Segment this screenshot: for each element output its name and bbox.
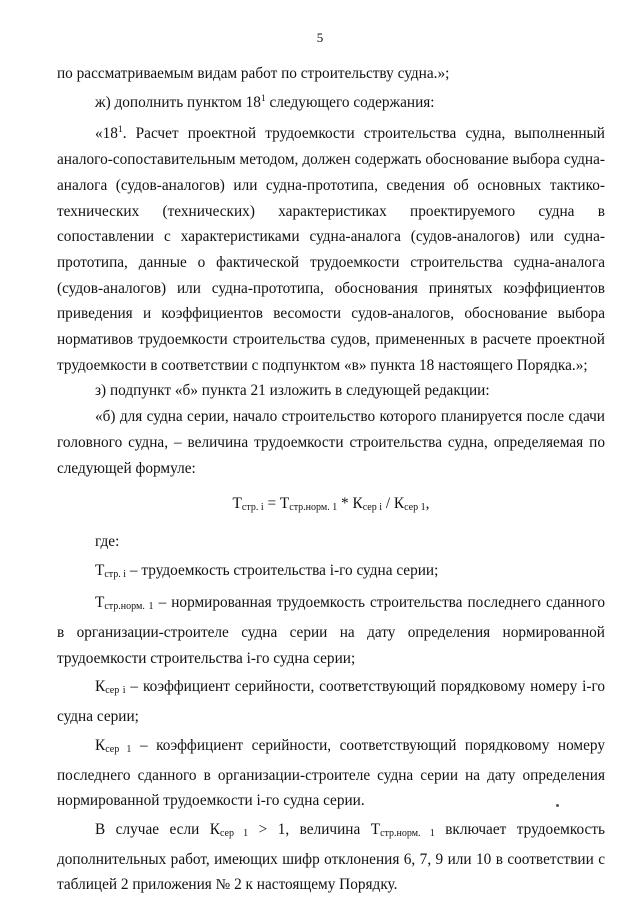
- superscript: 1: [260, 93, 266, 104]
- text-line: где:: [95, 532, 120, 550]
- text-line: з) подпункт «б» пункта 21 изложить в следующей редакции:: [95, 382, 490, 400]
- superscript: 1: [117, 125, 123, 136]
- text-span: ж) дополнить пунктом 18: [95, 93, 261, 111]
- scan-speck: [556, 804, 559, 807]
- formula-subscript: сер 1: [404, 502, 426, 514]
- def-text: – коэффициент серийности, соответствующий порядковому номеру последнего сданного в организации-строителе судна серии на дату определения нормированной трудоемкости i-го судна серии.: [57, 736, 605, 810]
- def-text: – трудоемкость строительства i-го судна серии;: [126, 561, 439, 579]
- formula-part: ,: [425, 495, 430, 513]
- def-symbol: Т: [95, 561, 105, 579]
- text-span: . Расчет проектной трудоемкости строительства судна, выполненный аналого-сопоставительным методом, должен содержать обоснование выбора судна-аналога (судов-аналогов) или судна-прототипа, сведения об основных тактико-технических (технических) характеристиках проектируемого судна в сопоставлении с характеристиками судна-аналога (судов-аналогов) или судна-прототипа, данные о фактической трудоемкости строительства судна-аналога (судов-аналогов) или судна-прототипа, обоснования принятых коэффициентов приведения и коэффициентов весомости судов-аналогов, обоснование выбора нормативов трудоемкости строительства судов, примененных в расчете проектной трудоемкости в соответствии с подпунктом «в» пункта 18 настоящего Порядка.»;: [57, 125, 605, 374]
- text-span: «18: [95, 125, 118, 143]
- text-line: «б) для судна серии, начало строительство которого планируется после сдачи головного судна, – величина трудоемкости строительства судна, определяемая по следующей формуле:: [57, 408, 605, 477]
- where-label: [57, 529, 605, 555]
- text-line: по рассматриваемым видам работ по строительству судна.»;: [57, 65, 450, 82]
- text-span: включает трудоемкость дополнительных работ, имеющих шифр отклонения 6, 7, 9 или 10 в соответствии с таблицей 2 приложения № 2 к настоящему Порядку.: [57, 820, 605, 894]
- definition-t-str-i: [57, 558, 605, 588]
- paragraph-continuation: [57, 61, 605, 87]
- definition-k-ser-i: [57, 674, 605, 729]
- formula-part: = Т: [263, 495, 290, 513]
- def-subscript: сер i: [105, 685, 126, 697]
- paragraph-item-b: [57, 404, 605, 481]
- definition-t-str-norm: [57, 590, 605, 671]
- def-subscript: сер 1: [105, 743, 132, 755]
- def-text: – коэффициент серийности, соответствующий порядковому номеру i-го судна серии;: [57, 678, 605, 726]
- page-number: 5: [316, 30, 324, 45]
- def-symbol: К: [95, 736, 106, 754]
- def-subscript: стр. i: [104, 568, 127, 580]
- text-span: > 1, величина Т: [248, 820, 381, 838]
- paragraph-item-z: [57, 378, 605, 404]
- text-span: следующего содержания:: [265, 93, 435, 111]
- formula-part: / К: [382, 495, 405, 513]
- def-text: – нормированная трудоемкость строительства последнего сданного в организации-строителе судна серии на дату определения нормированной трудоемкости строительства i-го судна серии;: [57, 594, 605, 667]
- definition-k-ser-1: [57, 733, 605, 814]
- subscript: стр.норм. 1: [380, 827, 435, 839]
- def-subscript: стр.норм. 1: [104, 601, 154, 613]
- def-symbol: Т: [95, 594, 105, 612]
- subscript: сер 1: [219, 827, 249, 839]
- formula-part: * К: [337, 495, 363, 513]
- text-span: В случае если К: [95, 820, 220, 838]
- formula-subscript: сер i: [362, 502, 382, 514]
- paragraph-18-1: [57, 118, 605, 378]
- formula-symbol: Т: [232, 495, 242, 513]
- paragraph-final: [57, 817, 605, 898]
- formula-subscript: стр. i: [241, 502, 264, 514]
- paragraph-item-zh: [57, 87, 605, 116]
- def-symbol: К: [95, 678, 106, 696]
- document-body: [57, 61, 605, 898]
- formula-subscript: стр.норм. 1: [289, 502, 338, 514]
- formula: [57, 491, 605, 521]
